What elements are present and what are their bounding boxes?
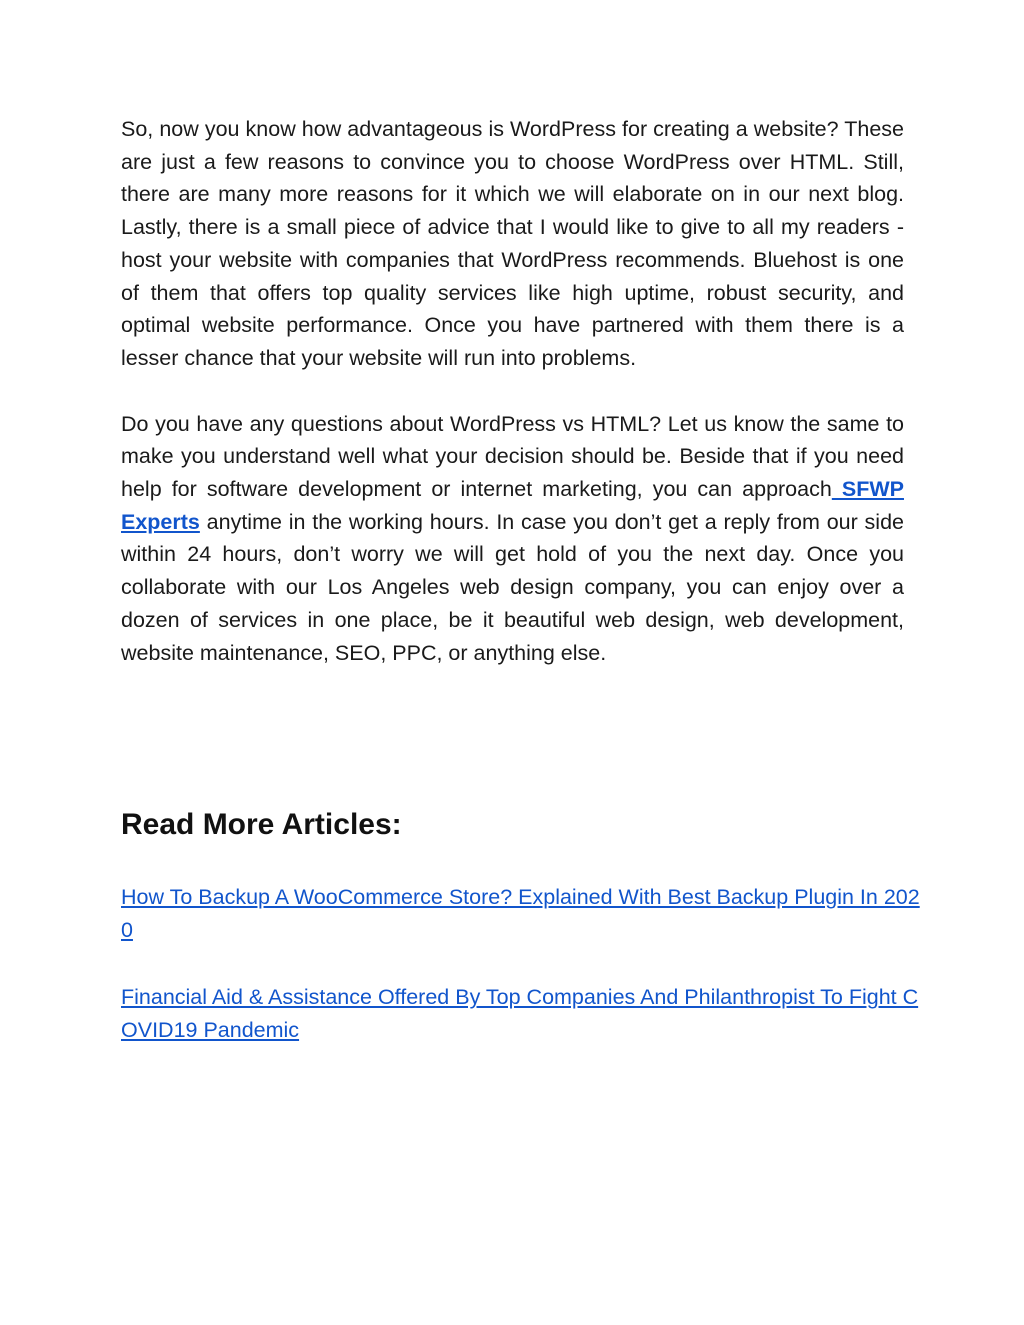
paragraph-contact-text-before: Do you have any questions about WordPress vs HTML? Let us know the same to make you understand well what your decision should be. Beside that if you need help for software development or internet marketing, you can approach: [121, 411, 904, 502]
document-page: [121, 113, 920, 1043]
article-link-woocommerce-backup[interactable]: How To Backup A WooCommerce Store? Explained With Best Backup Plugin In 2020: [121, 885, 920, 942]
paragraph-conclusion-text: So, now you know how advantageous is WordPress for creating a website? These are just a few reasons to convince you to choose WordPress over HTML. Still, there are many more reasons for it which we will elaborate on in our next blog. Lastly, there is a small piece of advice that I would like to give to all my readers - host your website with companies that WordPress recommends. Bluehost is one of them that offers top quality services like high uptime, robust security, and optimal website performance. Once you have partnered with them there is a lesser chance that your website will run into problems.: [121, 117, 904, 370]
paragraph-conclusion: [121, 113, 904, 375]
read-more-heading: Read More Articles:: [121, 808, 402, 841]
sfwp-experts-link[interactable]: SFWP Experts: [121, 477, 904, 534]
related-articles-list: [121, 881, 921, 1047]
paragraph-contact: [121, 408, 904, 670]
article-link-covid19-financial-aid[interactable]: Financial Aid & Assistance Offered By Top Companies And Philanthropist To Fight COVID19 Pandemic: [121, 985, 919, 1043]
paragraph-contact-text-after: anytime in the working hours. In case you don’t get a reply from our side within 24 hours, don’t worry we will get hold of you the next day. Once you collaborate with our Los Angeles web design company, you can enjoy over a dozen of services in one place, be it beautiful web design, web development, website maintenance, SEO, PPC, or anything else.: [121, 509, 904, 665]
